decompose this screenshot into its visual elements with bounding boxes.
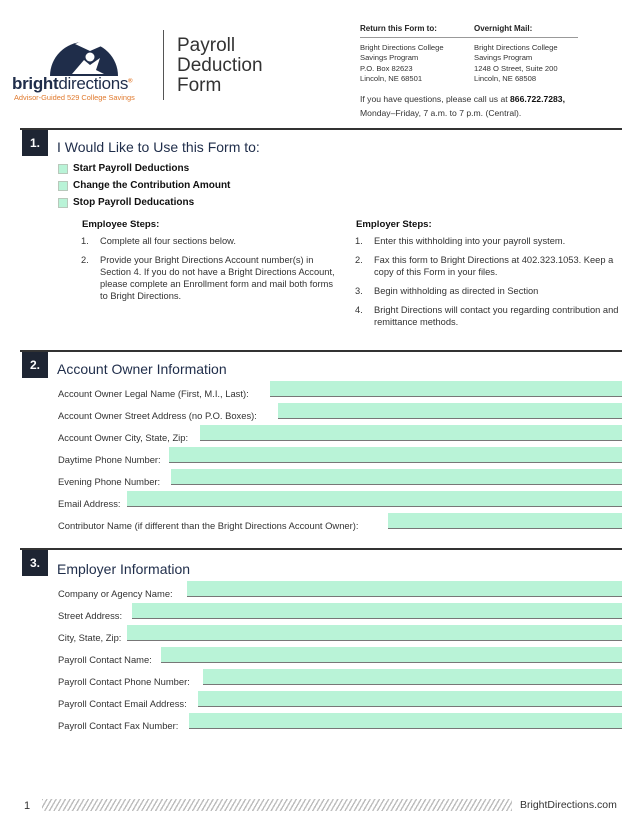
footer-hatch: [42, 799, 512, 811]
overnight-address: Bright Directions College Savings Program 1248 O Street, Suite 200 Lincoln, NE 68508: [474, 43, 558, 84]
section-3-rule: [20, 548, 622, 550]
company-label: Company or Agency Name:: [58, 588, 173, 599]
website-link[interactable]: BrightDirections.com: [520, 799, 617, 811]
owner-city-field[interactable]: [200, 425, 622, 441]
evening-phone-label: Evening Phone Number:: [58, 476, 161, 487]
street-field[interactable]: [132, 603, 622, 619]
daytime-phone-label: Daytime Phone Number:: [58, 454, 161, 465]
owner-name-label: Account Owner Legal Name (First, M.I., Last):: [58, 388, 249, 399]
option-change[interactable]: Change the Contribution Amount: [58, 180, 230, 191]
list-item: 3. Begin withholding as directed in Section: [355, 286, 539, 296]
contact-email-field[interactable]: [198, 691, 622, 707]
section-2-badge: 2.: [22, 352, 48, 378]
section-2-rule: [20, 350, 622, 352]
change-checkbox[interactable]: [58, 181, 68, 191]
contributor-field[interactable]: [388, 513, 622, 529]
page-number: 1: [24, 800, 31, 812]
section-1-title: I Would Like to Use this Form to:: [57, 139, 260, 155]
contact-phone-label: Payroll Contact Phone Number:: [58, 676, 190, 687]
list-item: 2. Fax this form to Bright Directions at 402.323.1053. Keep a copy of this Form in your files.: [355, 255, 614, 277]
owner-city-label: Account Owner City, State, Zip:: [58, 432, 189, 443]
return-heading: Return this Form to:: [360, 24, 437, 33]
street-label: Street Address:: [58, 610, 123, 621]
city-field[interactable]: [127, 625, 622, 641]
stop-checkbox[interactable]: [58, 198, 68, 208]
daytime-phone-field[interactable]: [169, 447, 622, 463]
questions-contact: If you have questions, please call us at 866.722.7283, Monday–Friday, 7 a.m. to 7 p.m. (Central).: [360, 94, 565, 118]
owner-street-label: Account Owner Street Address (no P.O. Boxes):: [58, 410, 257, 421]
employer-steps-heading: Employer Steps:: [356, 219, 432, 230]
contact-name-label: Payroll Contact Name:: [58, 654, 152, 665]
list-item: 2. Provide your Bright Directions Account number(s) in Section 4. If you do not have a Bright Directions Account, please complete an Enrollment form and mail both forms to Bright Directions.: [81, 255, 335, 301]
section-1-rule: [20, 128, 622, 130]
company-field[interactable]: [187, 581, 622, 597]
contact-phone-field[interactable]: [203, 669, 622, 685]
contact-fax-field[interactable]: [189, 713, 622, 729]
section-2-title: Account Owner Information: [57, 361, 227, 377]
list-item: 1. Enter this withholding into your payroll system.: [355, 236, 566, 246]
employee-steps: [81, 235, 343, 302]
evening-phone-field[interactable]: [171, 469, 622, 485]
header-divider: [163, 30, 164, 100]
logo-wordmark: brightdirections®: [12, 74, 133, 93]
contact-fax-label: Payroll Contact Fax Number:: [58, 720, 179, 731]
option-stop[interactable]: Stop Payroll Deducations: [58, 197, 194, 208]
start-checkbox[interactable]: [58, 164, 68, 174]
list-item: 4. Bright Directions will contact you regarding contribution and remittance methods.: [355, 305, 619, 327]
employee-steps-heading: Employee Steps:: [82, 219, 160, 230]
list-item: 1. Complete all four sections below.: [81, 236, 236, 246]
option-start[interactable]: Start Payroll Deductions: [58, 163, 189, 174]
owner-street-field[interactable]: [278, 403, 622, 419]
city-label: City, State, Zip:: [58, 632, 122, 643]
return-address: Bright Directions College Savings Program P.O. Box 82623 Lincoln, NE 68501: [360, 43, 444, 84]
phone-number: 866.722.7283,: [510, 94, 565, 104]
overnight-heading: Overnight Mail:: [474, 24, 533, 33]
employer-steps: [355, 235, 623, 328]
owner-name-field[interactable]: [270, 381, 622, 397]
email-field[interactable]: [127, 491, 622, 507]
logo-tagline: Advisor-Guided 529 College Savings: [14, 93, 135, 102]
section-3-title: Employer Information: [57, 561, 191, 577]
email-label: Email Address:: [58, 498, 121, 509]
contributor-label: Contributor Name (if different than the Bright Directions Account Owner):: [58, 520, 359, 531]
contact-name-field[interactable]: [161, 647, 622, 663]
contact-email-label: Payroll Contact Email Address:: [58, 698, 187, 709]
form-title: Payroll Deduction Form: [177, 35, 263, 96]
section-1-badge: 1.: [22, 130, 48, 156]
section-3-badge: 3.: [22, 550, 48, 576]
address-rule: [360, 37, 578, 38]
